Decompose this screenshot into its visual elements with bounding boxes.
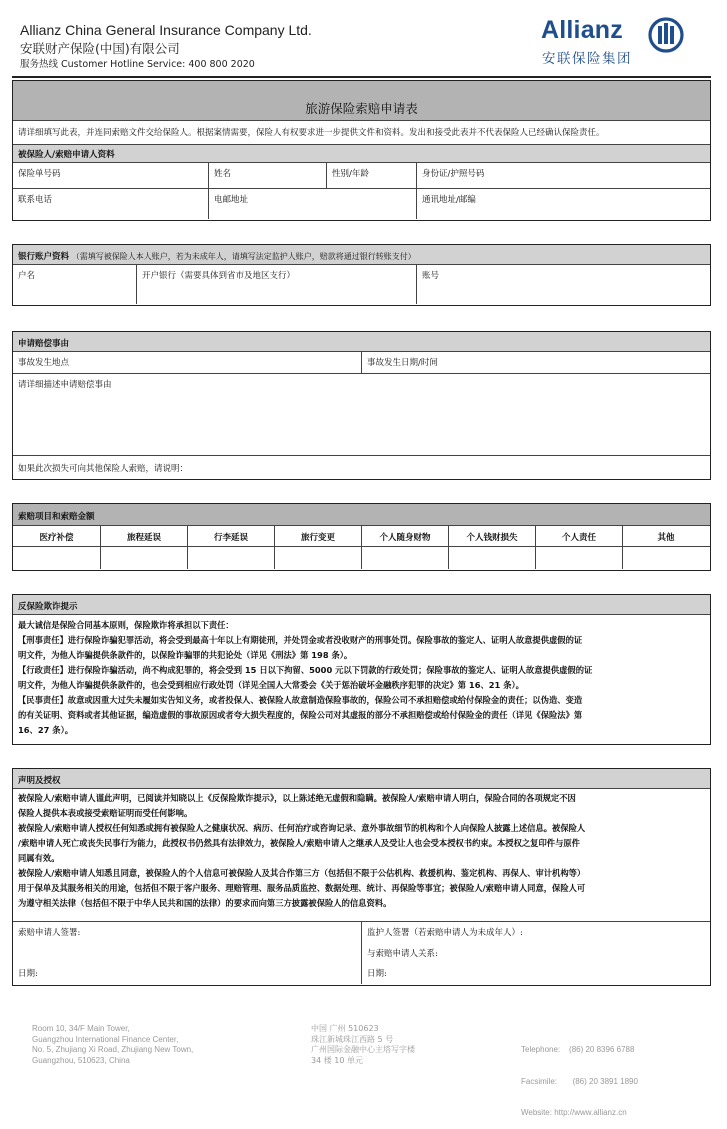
bank-section-note: （需填写被保险人本人账户，若为未成年人，请填写法定监护人账户，赔款将通过银行转账支付） (71, 252, 416, 261)
other-insurer-field[interactable]: 如果此次损失可向其他保险人索赔，请说明： (18, 464, 189, 474)
gender-age-field[interactable]: 性别/年龄 (327, 163, 417, 188)
form-intro: 请详细填写此表，并连同索赔文件交给保险人。根据案情需要，保险人有权要求进一步提供文件和资料。发出和接受此表并不代表保险人已经确认保险责任。 (18, 128, 605, 138)
col-personal-belongings: 个人随身财物 (362, 526, 449, 546)
accident-datetime-field[interactable]: 事故发生日期/时间 (367, 358, 438, 368)
bank-name-field[interactable]: 开户银行（需要具体到省市及地区支行） (137, 265, 417, 304)
amount-trip-delay-input[interactable] (101, 547, 188, 569)
anti-fraud-box (12, 594, 711, 745)
bank-section-title: 银行账户资料 (18, 252, 70, 262)
col-baggage-delay: 行李延误 (188, 526, 275, 546)
policy-no-field[interactable]: 保险单号码 (13, 163, 209, 188)
amount-belongings-input[interactable] (362, 547, 449, 569)
account-number-field[interactable]: 账号 (422, 271, 440, 281)
declaration-box (12, 768, 711, 986)
col-personal-liability: 个人责任 (536, 526, 623, 546)
applicant-date-label: 日期: (18, 969, 38, 979)
items-section-title: 索赔项目和索赔金额 (18, 512, 95, 522)
page-header (0, 0, 727, 80)
fraud-text: 最大诚信是保险合同基本原则，保险欺诈将承担以下责任： 【刑事责任】进行保险诈骗犯罪活动，将会受到最高十年以上有期徒刑，并处罚金或者没收财产的刑事处罚。保险事故的鉴定人、证明人故意提供虚假的证 明文件，为他人诈骗提供条款件的，以保险诈骗罪的共犯论处（详见《刑法》第 198 条）。 【行政责任】进行保险诈骗活动，尚不构成犯罪的，将会受到 15 日以下拘留、5000 元以下罚款的行政处罚；保险事故的鉴定人、证明人故意提供虚假的证 明文件，为他人诈骗提供条款件的，也会受到相应行政处罚（详见全国人大常委会《关于惩治破坏金融秩序犯罪的决定》第 16、21 条）。 【民事责任】故意或因重大过失未履如实告知义务，或者投保人、被保险人故意制造保险事故的，保险公司不承担赔偿或给付保险金的责任；以伪造、变造 的有关证明、资料或者其他证据，编造虚假的事故原因或者夸大损失程度的，保险公司对其虚报的部分不承担赔偿或给付保险金的责任（详见《保险法》第 16、27 条）。 (18, 620, 593, 735)
declaration-text: 被保险人/索赔申请人谨此声明，已阅读并知晓以上《反保险欺诈提示》，以上陈述绝无虚假和隐瞒。被保险人/索赔申请人明白，保险合同的各项规定不因 保险人提供本表或接受索赔证明而受任何影响。 被保险人/索赔申请人授权任何知悉或拥有被保险人之健康状况、病历、任何治疗或咨询记录、意外事故细节的机构和个人向保险人披露上述信息。被保险人 /索赔申请人死亡或丧失民事行为能力，此授权书仍然具有法律效力，被保险人/索赔申请人之继承人及受让人也会受本授权书约束。本授权之复印件与原件 同属有效。 被保险人/索赔申请人知悉且同意，被保险人的个人信息可被保险人及其合作第三方（包括但不限于公估机构、救援机构、鉴定机构、再保人、审计机构等） 用于保单及其服务相关的用途，包括但不限于客户服务、理赔管理、服务品质监控、数据处理、统计、再保险等事宜；被保险人/索赔申请人同意，保险人可 为遵守相关法律（包括但不限于中华人民共和国的法律）的要求而向第三方披露被保险人的信息资料。 (18, 793, 586, 908)
id-no-field[interactable]: 身份证/护照号码 (422, 169, 485, 179)
amount-other-input[interactable] (623, 547, 709, 569)
guardian-signature-field[interactable]: 监护人签署（若索赔申请人为未成年人）: 与索赔申请人关系: 日期: (367, 928, 523, 979)
insured-section-title: 被保险人/索赔申请人资料 (18, 150, 115, 160)
applicant-signature-field[interactable]: 索赔申请人签署: 日期: (13, 922, 362, 984)
company-name-en: Allianz China General Insurance Company Ltd. (20, 22, 312, 38)
accident-place-field[interactable]: 事故发生地点 (13, 352, 362, 373)
allianz-logo (541, 16, 691, 68)
items-amount-row (13, 547, 710, 569)
col-personal-money: 个人钱财损失 (449, 526, 536, 546)
relation-label: 与索赔申请人关系: (367, 949, 438, 959)
claim-reason-box (12, 331, 711, 480)
address-field[interactable]: 通讯地址/邮编 (422, 195, 476, 205)
amount-travel-change-input[interactable] (275, 547, 362, 569)
header-rule (12, 76, 711, 78)
claim-section-title: 申请赔偿事由 (18, 339, 70, 349)
col-medical: 医疗补偿 (13, 526, 101, 546)
account-holder-field[interactable]: 户名 (13, 265, 137, 304)
amount-money-input[interactable] (449, 547, 536, 569)
claim-description-field[interactable]: 请详细描述申请赔偿事由 (18, 380, 112, 390)
declaration-section-title: 声明及授权 (18, 776, 61, 786)
claim-items-box (12, 503, 711, 571)
logo-wordmark: Allianz (541, 16, 623, 44)
col-other: 其他 (657, 533, 675, 543)
allianz-eagle-icon (647, 16, 685, 54)
bank-info-box (12, 244, 711, 306)
footer-contact: Telephone: (86) 20 8396 6788 Facsimile: (86) 20 3891 1890 Website: http://www.allianz.cn (521, 1045, 638, 1117)
email-field[interactable]: 电邮地址 (209, 189, 417, 219)
insured-info-box (12, 80, 711, 221)
footer-address-cn: 中国 广州 510623 珠江新城珠江西路 5 号 广州国际金融中心主塔写字楼 34 楼 10 单元 (311, 1024, 415, 1065)
hotline-text: 服务热线 Customer Hotline Service: 400 800 2020 (20, 59, 255, 70)
fraud-section-title: 反保险欺诈提示 (18, 602, 78, 612)
logo-subtitle: 安联保险集团 (542, 51, 632, 67)
footer-address-en: Room 10, 34/F Main Tower, Guangzhou International Finance Center, No. 5, Zhujiang Xi Road, Zhujiang New Town, Guangzhou, 510623, China (32, 1024, 194, 1065)
form-title: 旅游保险索赔申请表 (305, 101, 418, 116)
company-name-cn: 安联财产保险(中国)有限公司 (20, 41, 180, 56)
name-field[interactable]: 姓名 (209, 163, 327, 188)
col-trip-delay: 旅程延误 (101, 526, 188, 546)
phone-field[interactable]: 联系电话 (13, 189, 209, 219)
col-travel-change: 旅行变更 (275, 526, 362, 546)
amount-medical-input[interactable] (13, 547, 101, 569)
guardian-date-label: 日期: (367, 969, 387, 979)
amount-liability-input[interactable] (536, 547, 623, 569)
amount-baggage-delay-input[interactable] (188, 547, 275, 569)
items-header-row (13, 526, 710, 547)
